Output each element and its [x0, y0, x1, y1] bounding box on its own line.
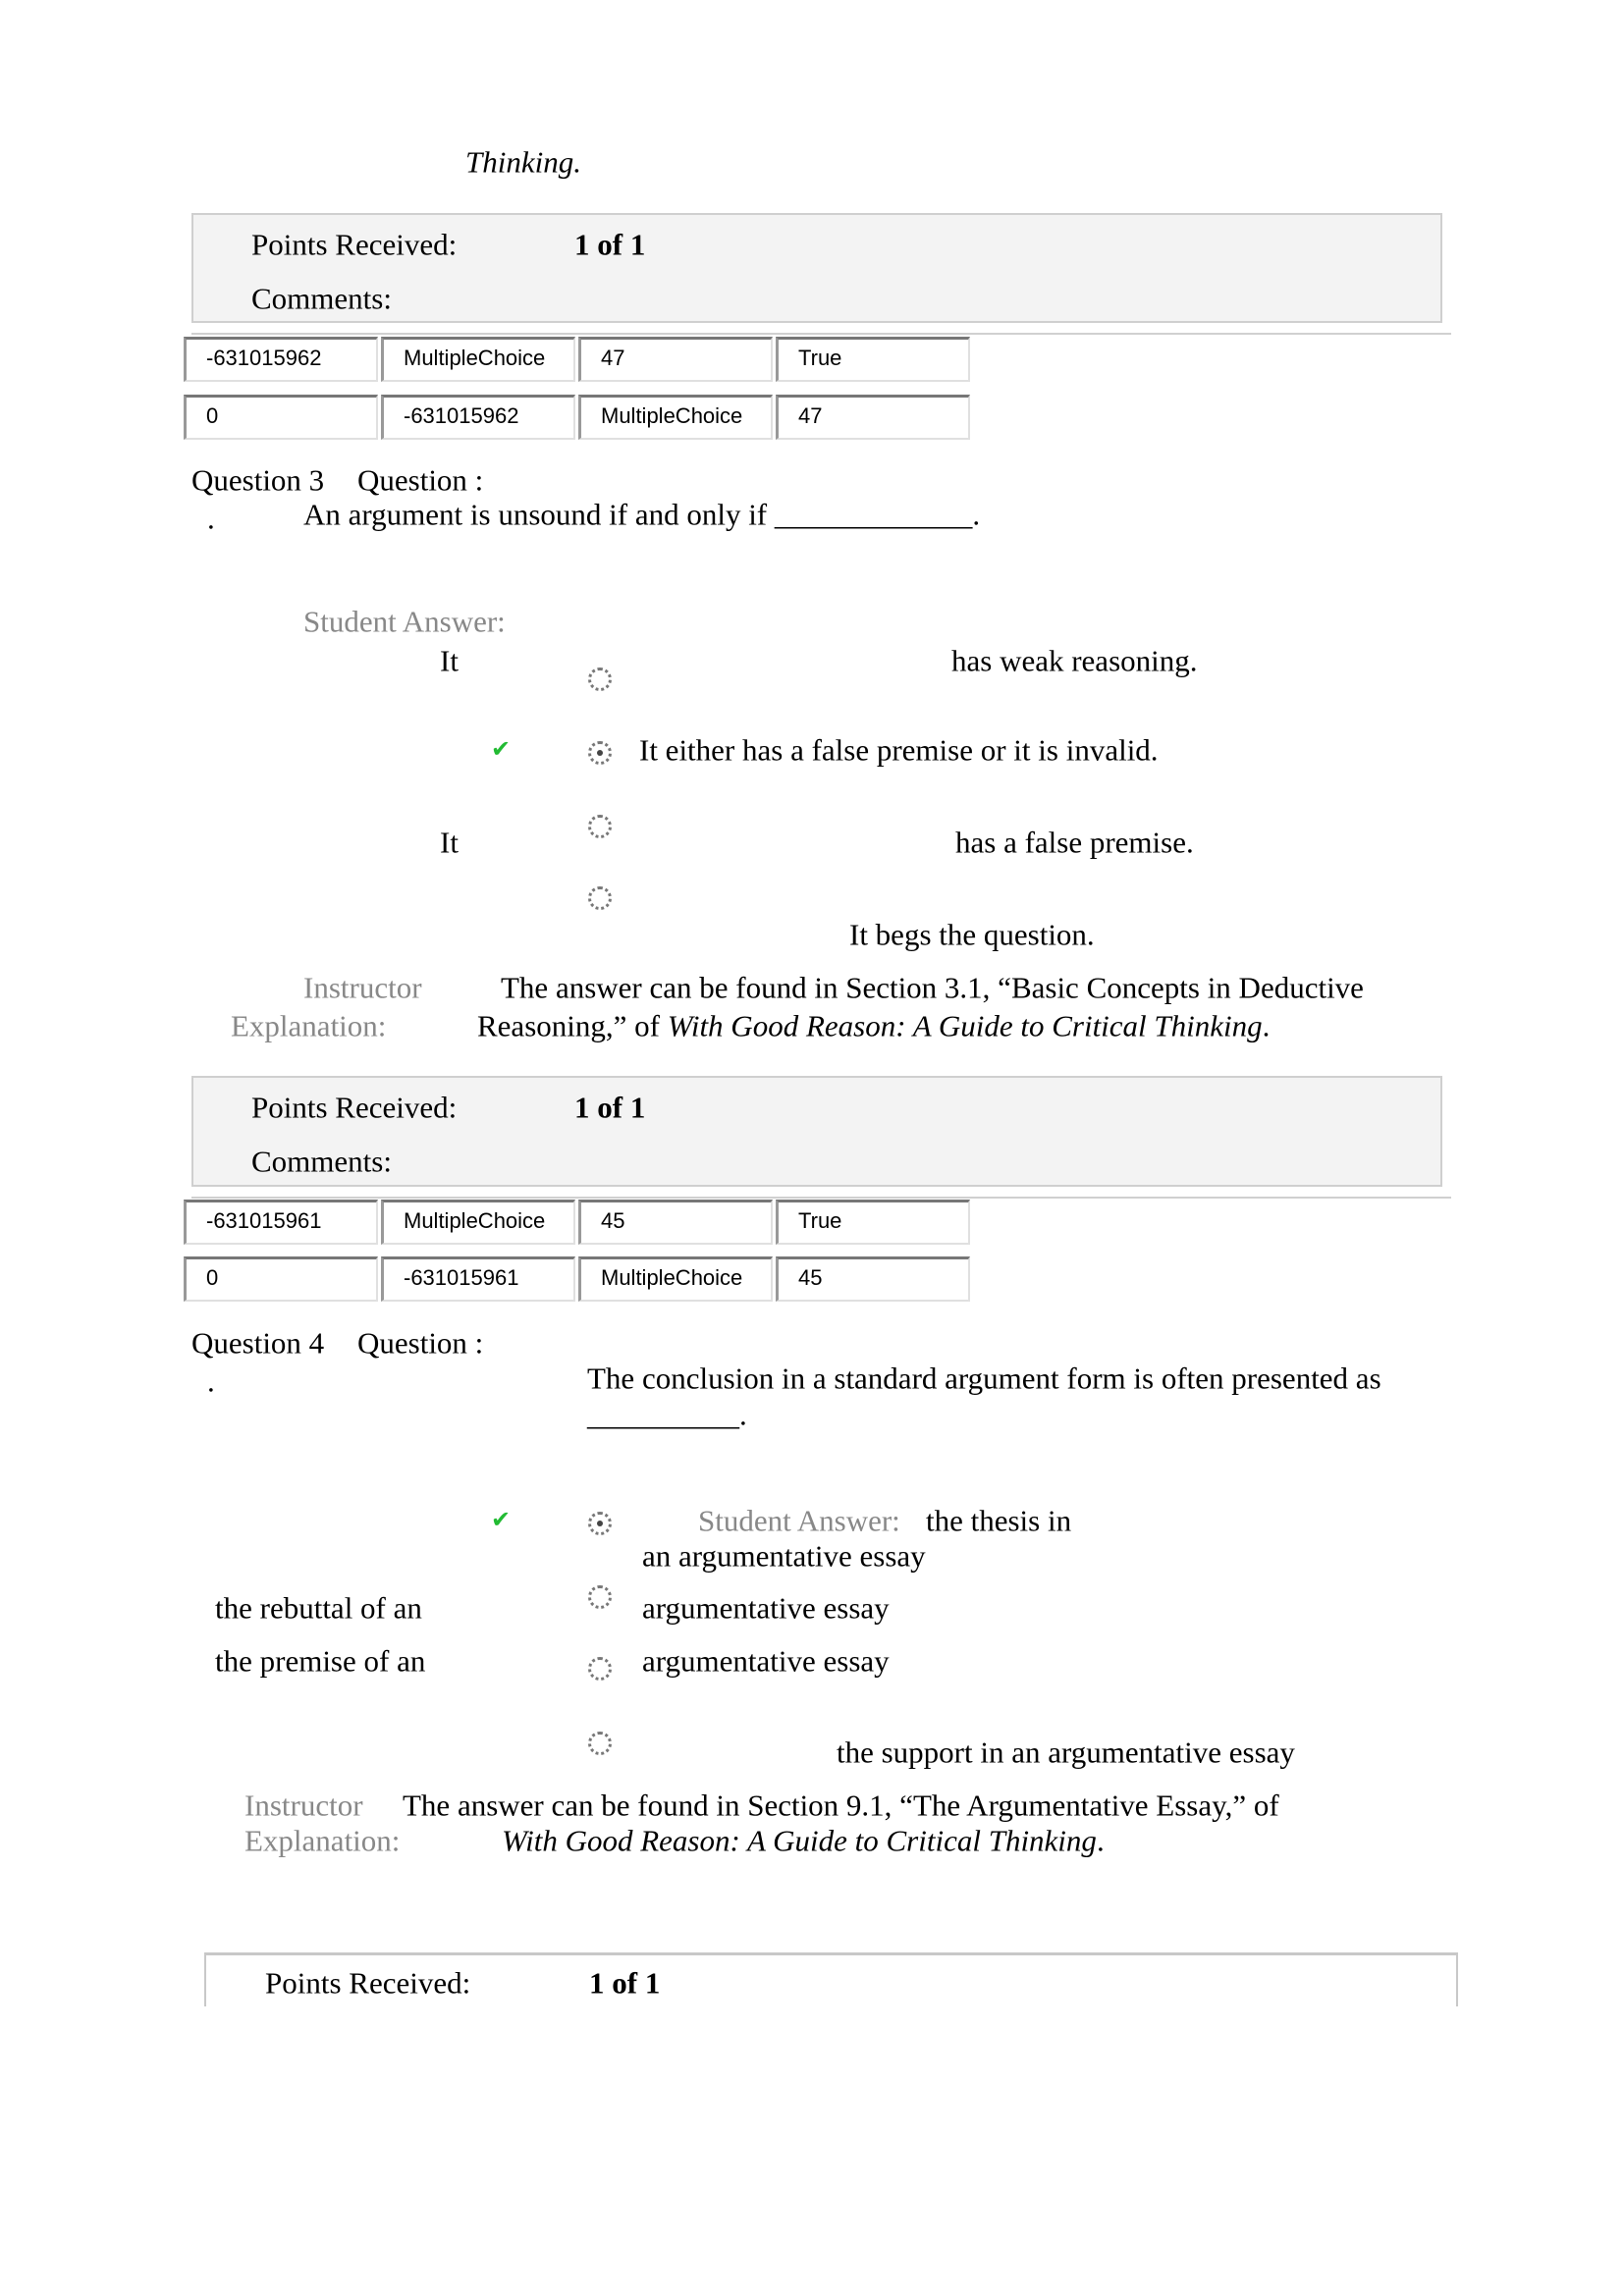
points-box-right	[1456, 1952, 1458, 2006]
table-cell: MultipleChoice	[578, 395, 773, 440]
answer-radio[interactable]	[588, 667, 612, 691]
points-label: Points Received:	[251, 227, 458, 262]
answer-radio[interactable]	[588, 815, 612, 838]
table-cell: MultipleChoice	[381, 1200, 575, 1245]
explanation-label: Explanation:	[244, 1823, 401, 1858]
answer-text: an argumentative essay	[642, 1538, 926, 1574]
answer-radio[interactable]	[588, 1732, 612, 1755]
points-label: Points Received:	[265, 1965, 471, 2001]
answer-text: argumentative essay	[642, 1643, 890, 1679]
divider	[191, 1197, 1451, 1199]
answer-text: the support in an argumentative essay	[837, 1735, 1295, 1770]
points-value: 1 of 1	[589, 1965, 661, 2001]
question-dot: .	[207, 501, 215, 536]
table-cell: True	[776, 1200, 970, 1245]
explanation-text: The answer can be found in Section 3.1, “Basic Concepts in Deductive	[501, 970, 1364, 1005]
answer-radio-selected[interactable]	[588, 1512, 612, 1535]
answer-text: has weak reasoning.	[951, 643, 1198, 678]
comments-label: Comments:	[251, 281, 392, 316]
student-answer-label: Student Answer:	[698, 1503, 900, 1538]
explanation-label: Explanation:	[231, 1008, 387, 1043]
points-value: 1 of 1	[574, 227, 646, 262]
question-number: Question 3	[191, 462, 325, 498]
explanation-text: The answer can be found in Section 9.1, “The Argumentative Essay,” of	[403, 1788, 1279, 1823]
points-box-left	[204, 1952, 206, 2006]
question-number: Question 4	[191, 1325, 325, 1361]
answer-prefix: It	[440, 825, 459, 860]
answer-text: has a false premise.	[955, 825, 1194, 860]
points-box-top	[204, 1952, 1458, 1955]
points-label: Points Received:	[251, 1090, 458, 1125]
question-text-2: __________.	[587, 1397, 747, 1432]
student-answer-label: Student Answer:	[303, 604, 506, 639]
top-fragment: Thinking.	[465, 144, 581, 180]
question-dot: .	[207, 1363, 215, 1399]
table-cell: MultipleChoice	[381, 337, 575, 382]
comments-label: Comments:	[251, 1144, 392, 1179]
instructor-label: Instructor	[303, 970, 422, 1005]
table-cell: 47	[776, 395, 970, 440]
table-cell: -631015962	[381, 395, 575, 440]
answer-prefix: the premise of an	[215, 1643, 426, 1679]
answer-radio[interactable]	[588, 1657, 612, 1681]
answer-text: It either has a false premise or it is invalid.	[639, 732, 1159, 768]
answer-text: argumentative essay	[642, 1590, 890, 1626]
explanation-suffix: .	[1262, 1008, 1271, 1043]
correct-check-icon: ✔	[490, 1506, 512, 1533]
answer-text: It begs the question.	[849, 917, 1095, 952]
answer-prefix: the thesis in	[926, 1503, 1072, 1538]
correct-check-icon: ✔	[490, 735, 512, 763]
book-title: With Good Reason: A Guide to Critical Thinking	[502, 1823, 1097, 1858]
divider	[191, 333, 1451, 335]
explanation-text-2	[477, 1008, 1271, 1043]
table-cell: MultipleChoice	[578, 1256, 773, 1302]
answer-radio[interactable]	[588, 886, 612, 910]
points-value: 1 of 1	[574, 1090, 646, 1125]
answer-prefix: the rebuttal of an	[215, 1590, 422, 1626]
table-cell: 45	[578, 1200, 773, 1245]
question-label: Question :	[357, 1325, 484, 1361]
instructor-label: Instructor	[244, 1788, 363, 1823]
table-cell: 0	[184, 395, 378, 440]
table-cell: -631015962	[184, 337, 378, 382]
question-text: The conclusion in a standard argument form is often presented as	[587, 1361, 1381, 1396]
explanation-text-2	[502, 1823, 1105, 1858]
explanation-prefix: Reasoning,” of	[477, 1008, 660, 1043]
table-cell: 45	[776, 1256, 970, 1302]
table-cell: True	[776, 337, 970, 382]
question-label: Question :	[357, 462, 484, 498]
answer-radio[interactable]	[588, 1585, 612, 1609]
book-title: With Good Reason: A Guide to Critical Thinking	[667, 1008, 1263, 1043]
answer-prefix: It	[440, 643, 459, 678]
table-cell: 47	[578, 337, 773, 382]
question-text: An argument is unsound if and only if _____________.	[303, 497, 981, 532]
table-cell: -631015961	[381, 1256, 575, 1302]
answer-radio-selected[interactable]	[588, 741, 612, 765]
table-cell: -631015961	[184, 1200, 378, 1245]
table-cell: 0	[184, 1256, 378, 1302]
explanation-suffix: .	[1096, 1823, 1105, 1858]
